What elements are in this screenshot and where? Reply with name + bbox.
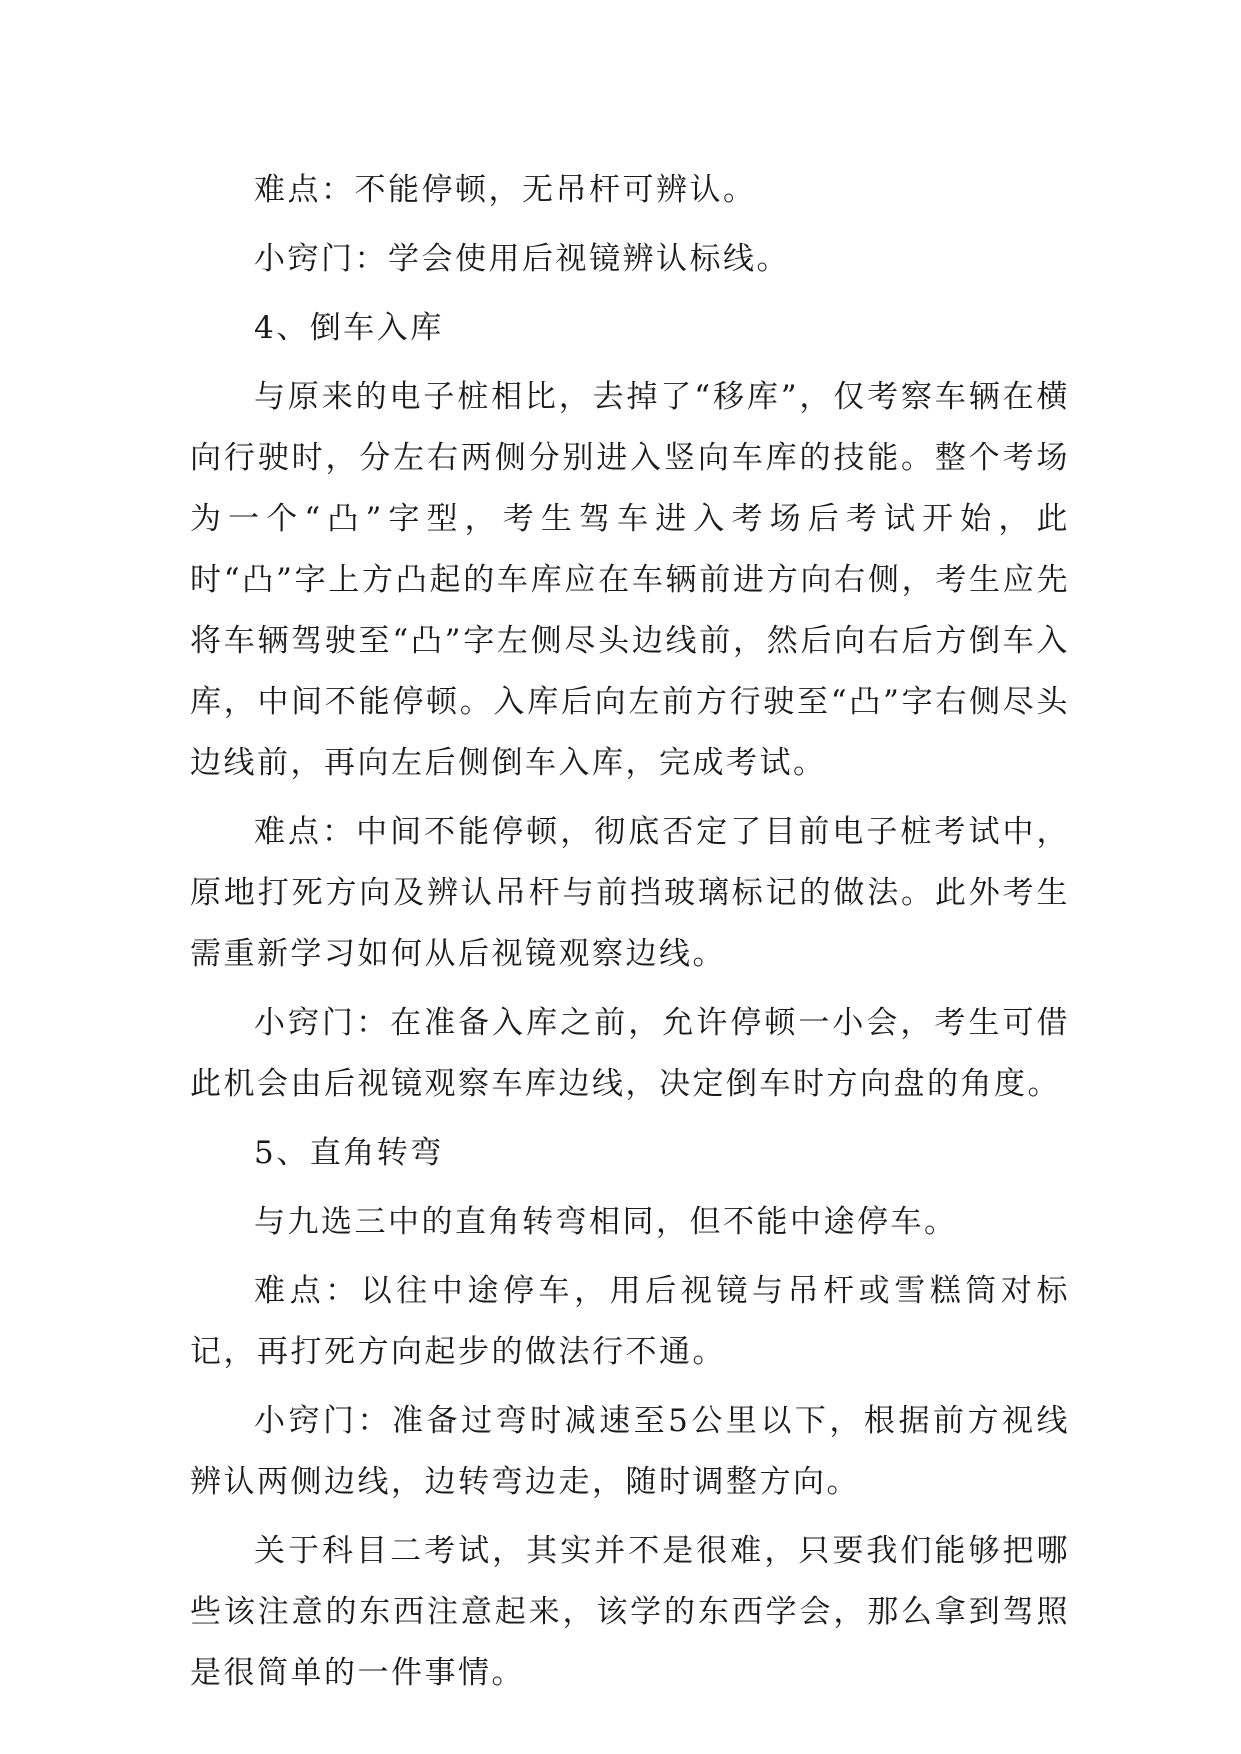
section-heading-reverse-parking: 4、倒车入库 (254, 310, 444, 346)
right-angle-turn-description: 与九选三中的直角转弯相同，但不能中途停车。 (254, 1204, 958, 1240)
section-heading-right-angle-turn: 5、直角转弯 (254, 1135, 444, 1171)
conclusion-paragraph: 关于科目二考试，其实并不是很难，只要我们能够把哪些该注意的东西注意起来，该学的东西学会，那么拿到驾照是很简单的一件事情。 (190, 1533, 1070, 1691)
reverse-parking-difficulty: 难点：中间不能停顿，彻底否定了目前电子桩考试中，原地打死方向及辨认吊杆与前挡玻璃标记的做法。此外考生需重新学习如何从后视镜观察边线。 (190, 814, 1070, 972)
document-body (190, 160, 1070, 1712)
reverse-parking-description: 与原来的电子桩相比，去掉了“移库”，仅考察车辆在横向行驶时，分左右两侧分别进入竖向车库的技能。整个考场为一个“凸”字型，考生驾车进入考场后考试开始，此时“凸”字上方凸起的车库应在车辆前进方向右侧，考生应先将车辆驾驶至“凸”字左侧尽头边线前，然后向右后方倒车入库，中间不能停顿。入库后向左前方行驶至“凸”字右侧尽头边线前，再向左后侧倒车入库，完成考试。 (190, 379, 1070, 781)
right-angle-turn-tip: 小窍门：准备过弯时减速至5公里以下，根据前方视线辨认两侧边线，边转弯边走，随时调整方向。 (190, 1403, 1070, 1500)
tip-paragraph: 小窍门：学会使用后视镜辨认标线。 (254, 241, 790, 277)
difficulty-paragraph: 难点：不能停顿，无吊杆可辨认。 (254, 172, 757, 208)
reverse-parking-tip: 小窍门：在准备入库之前，允许停顿一小会，考生可借此机会由后视镜观察车库边线，决定倒车时方向盘的角度。 (190, 1005, 1070, 1102)
right-angle-turn-difficulty: 难点：以往中途停车，用后视镜与吊杆或雪糕筒对标记，再打死方向起步的做法行不通。 (190, 1273, 1070, 1370)
